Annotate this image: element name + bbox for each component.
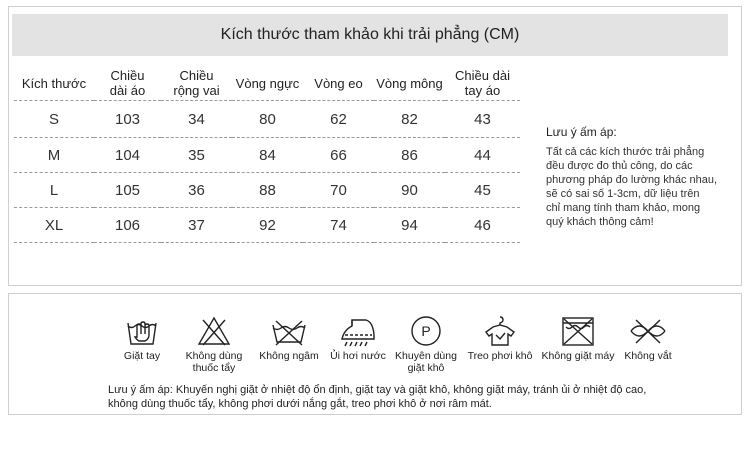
cell-length: 105 [94, 173, 161, 208]
size-note [546, 125, 726, 229]
care-label: Không vắt [624, 350, 672, 362]
header-hip: Vòng mông [374, 66, 445, 101]
hand-wash-icon [125, 315, 159, 347]
header-length: Chiều dài áo [94, 66, 161, 101]
cell-sleeve: 46 [445, 208, 520, 243]
care-label: Không ngâm [259, 350, 319, 362]
cell-hip: 94 [374, 208, 445, 243]
cell-sleeve: 45 [445, 173, 520, 208]
table-row [14, 101, 520, 138]
header-sleeve: Chiều dài tay áo [445, 66, 520, 101]
care-dry-clean [393, 315, 459, 374]
cell-size: M [14, 138, 94, 173]
no-bleach-icon [197, 315, 231, 347]
cell-sleeve: 43 [445, 101, 520, 138]
cell-length: 104 [94, 138, 161, 173]
header-chest: Vòng ngực [232, 66, 303, 101]
care-label: Không dùng thuốc tẩy [185, 350, 243, 374]
care-label: Ủi hơi nước [330, 350, 386, 362]
table-row [14, 138, 520, 173]
no-machine-wash-icon [559, 315, 597, 347]
cell-chest: 88 [232, 173, 303, 208]
header-size: Kích thước [14, 66, 94, 101]
cell-shoulder: 35 [161, 138, 232, 173]
size-note-title: Lưu ý ấm áp: [546, 125, 617, 139]
care-hang-dry [465, 315, 535, 362]
cell-chest: 84 [232, 138, 303, 173]
cell-size: XL [14, 208, 94, 243]
size-table-header [14, 66, 520, 101]
cell-hip: 86 [374, 138, 445, 173]
size-chart-title: Kích thước tham khảo khi trải phẳng (CM) [12, 14, 728, 56]
cell-size: S [14, 101, 94, 138]
cell-chest: 92 [232, 208, 303, 243]
cell-waist: 70 [303, 173, 374, 208]
care-label: Không giặt máy [541, 350, 615, 362]
care-no-soak [257, 315, 321, 362]
cell-hip: 82 [374, 101, 445, 138]
cell-length: 106 [94, 208, 161, 243]
no-wring-icon [629, 315, 667, 347]
cell-waist: 62 [303, 101, 374, 138]
table-row [14, 208, 520, 243]
care-hand-wash [117, 315, 167, 362]
table-row [14, 173, 520, 208]
cell-waist: 66 [303, 138, 374, 173]
size-note-body: Tất cả các kích thước trải phẳng đều được đo thủ công, do các phương pháp đo lường khác nhau, sẽ có sai số 1-3cm, dữ liệu trên chỉ mang tính tham khảo, mong quý khách thông cảm! [546, 146, 718, 228]
header-shoulder: Chiều rộng vai [161, 66, 232, 101]
cell-sleeve: 44 [445, 138, 520, 173]
cell-waist: 74 [303, 208, 374, 243]
cell-length: 103 [94, 101, 161, 138]
cell-hip: 90 [374, 173, 445, 208]
header-waist: Vòng eo [303, 66, 374, 101]
care-label: Treo phơi khô [467, 350, 533, 362]
cell-chest: 80 [232, 101, 303, 138]
svg-text:P: P [421, 323, 431, 339]
care-label: Khuyên dùng giặt khô [395, 350, 457, 374]
care-note: Lưu ý ấm áp: Khuyến nghị giặt ở nhiệt độ ổn định, giặt tay và giặt khô, không giặt máy, tránh ủi ở nhiệt độ cao, không dùng thuốc tẩy, không phơi dưới nắng gắt, treo phơi khô ở nơi râm mát. [108, 384, 647, 410]
cell-shoulder: 36 [161, 173, 232, 208]
hang-dry-icon [483, 315, 517, 347]
no-soak-icon [269, 315, 309, 347]
dry-clean-icon [409, 315, 443, 347]
care-no-machine-wash [539, 315, 617, 362]
care-steam-iron [328, 315, 388, 362]
steam-iron-icon [337, 315, 379, 347]
size-table [14, 66, 520, 243]
cell-size: L [14, 173, 94, 208]
cell-shoulder: 34 [161, 101, 232, 138]
cell-shoulder: 37 [161, 208, 232, 243]
care-no-wring [619, 315, 677, 362]
care-label: Giặt tay [123, 350, 161, 362]
care-no-bleach [183, 315, 245, 374]
